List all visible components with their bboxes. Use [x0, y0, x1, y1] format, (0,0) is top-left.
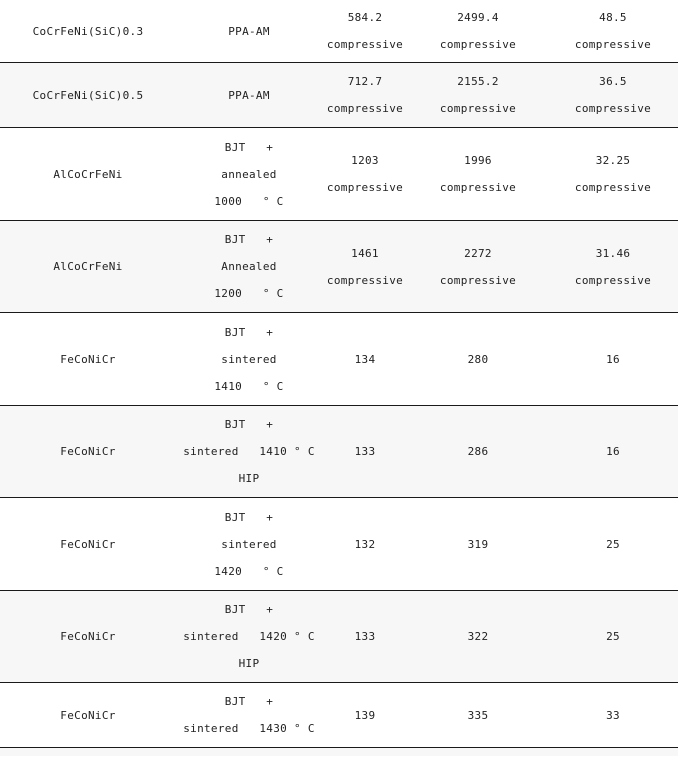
process-cell	[176, 688, 322, 742]
value-number: 280	[467, 352, 489, 366]
value-number: 25	[606, 630, 620, 643]
value-cell-col5	[548, 623, 678, 650]
value-number: 2499.4	[457, 11, 499, 24]
value-number: 33	[606, 708, 620, 722]
process-cell	[176, 134, 322, 215]
table-row	[0, 591, 678, 683]
value-cell-col5	[548, 438, 678, 465]
process-text: 1200 ° C	[214, 287, 284, 300]
process-text: BJT +	[224, 233, 274, 246]
value-number: 335	[467, 708, 489, 722]
process-cell	[176, 18, 322, 45]
alloy-cell	[0, 438, 176, 465]
value-cell-col5	[548, 147, 678, 201]
value-cell-col3	[322, 147, 408, 201]
value-number: 712.7	[347, 75, 383, 88]
value-number: 32.25	[595, 154, 631, 167]
value-number: 286	[467, 445, 489, 458]
value-cell-col4	[408, 438, 548, 465]
value-number: 1461	[351, 246, 379, 260]
process-cell	[176, 319, 322, 400]
value-number: 31.46	[595, 246, 631, 260]
process-text: BJT +	[224, 325, 274, 339]
process-text: Annealed	[221, 260, 277, 273]
value-number: 2155.2	[457, 75, 499, 88]
value-mode: compressive	[439, 181, 517, 194]
process-text: sintered 1420 ° C	[183, 630, 315, 643]
value-cell-col4	[408, 147, 548, 201]
value-mode: compressive	[439, 273, 517, 287]
value-number: 1996	[464, 154, 492, 167]
table-row	[0, 683, 678, 748]
alloy-name: FeCoNiCr	[60, 630, 116, 643]
process-cell	[176, 411, 322, 492]
value-cell-col3	[322, 240, 408, 294]
value-number: 36.5	[599, 75, 627, 88]
process-text: BJT +	[224, 695, 274, 708]
value-cell-col5	[548, 531, 678, 558]
value-number: 133	[354, 630, 376, 643]
value-number: 319	[467, 537, 489, 551]
value-cell-col4	[408, 4, 548, 58]
process-text: BJT +	[224, 418, 274, 431]
value-number: 48.5	[599, 11, 627, 24]
value-mode: compressive	[326, 181, 404, 194]
table-row	[0, 128, 678, 221]
value-mode: compressive	[439, 38, 517, 51]
process-text: sintered	[221, 352, 277, 366]
value-number: 139	[354, 708, 376, 722]
value-number: 16	[606, 445, 620, 458]
value-mode: compressive	[326, 102, 404, 115]
alloy-name: AlCoCrFeNi	[53, 167, 123, 181]
value-cell-col3	[322, 68, 408, 122]
value-cell-col3	[322, 438, 408, 465]
table-row	[0, 313, 678, 406]
process-text: 1000 ° C	[214, 194, 284, 208]
process-cell	[176, 82, 322, 109]
process-text: annealed	[221, 167, 277, 181]
table-row	[0, 406, 678, 498]
value-number: 1203	[351, 154, 379, 167]
alloy-cell	[0, 531, 176, 558]
alloy-cell	[0, 346, 176, 373]
value-number: 16	[606, 352, 620, 366]
process-text: sintered	[221, 537, 277, 551]
value-mode: compressive	[326, 273, 404, 287]
value-cell-col4	[408, 346, 548, 373]
process-text: PPA-AM	[228, 24, 270, 38]
process-text: BJT +	[224, 510, 274, 524]
value-cell-col4	[408, 68, 548, 122]
value-number: 133	[354, 445, 376, 458]
value-number: 2272	[464, 246, 492, 260]
value-cell-col3	[322, 702, 408, 729]
alloy-name: FeCoNiCr	[60, 445, 116, 458]
table-row	[0, 498, 678, 591]
value-cell-col4	[408, 623, 548, 650]
process-text: HIP	[238, 472, 260, 485]
process-text: sintered 1430 ° C	[183, 722, 315, 735]
alloy-name: FeCoNiCr	[60, 537, 116, 551]
value-cell-col3	[322, 531, 408, 558]
process-text: 1410 ° C	[214, 379, 284, 393]
value-mode: compressive	[574, 273, 652, 287]
alloy-cell	[0, 702, 176, 729]
alloy-name: FeCoNiCr	[60, 352, 116, 366]
value-mode: compressive	[326, 38, 404, 51]
process-text: BJT +	[224, 140, 274, 154]
process-cell	[176, 226, 322, 307]
alloy-name: FeCoNiCr	[60, 708, 116, 722]
value-number: 25	[606, 537, 620, 551]
alloy-cell	[0, 18, 176, 45]
value-cell-col5	[548, 346, 678, 373]
process-cell	[176, 596, 322, 677]
value-mode: compressive	[439, 102, 517, 115]
value-number: 322	[467, 630, 489, 643]
value-cell-col5	[548, 68, 678, 122]
alloy-name: CoCrFeNi(SiC)0.3	[32, 24, 144, 38]
alloy-name: CoCrFeNi(SiC)0.5	[32, 88, 144, 102]
alloy-cell	[0, 82, 176, 109]
value-mode: compressive	[574, 102, 652, 115]
alloy-cell	[0, 161, 176, 188]
value-mode: compressive	[574, 181, 652, 194]
process-text: sintered 1410 ° C	[183, 445, 315, 458]
value-cell-col5	[548, 240, 678, 294]
value-cell-col5	[548, 4, 678, 58]
process-text: BJT +	[224, 603, 274, 616]
process-text: PPA-AM	[228, 88, 270, 102]
value-cell-col4	[408, 240, 548, 294]
table-bottom-edge	[0, 748, 678, 756]
value-cell-col4	[408, 702, 548, 729]
process-cell	[176, 504, 322, 585]
table-row	[0, 0, 678, 63]
value-cell-col3	[322, 4, 408, 58]
alloy-name: AlCoCrFeNi	[53, 260, 123, 273]
alloy-cell	[0, 253, 176, 280]
value-cell-col3	[322, 346, 408, 373]
value-number: 584.2	[347, 11, 383, 24]
table-row	[0, 63, 678, 128]
value-cell-col3	[322, 623, 408, 650]
value-mode: compressive	[574, 38, 652, 51]
table-row	[0, 221, 678, 313]
process-text: HIP	[238, 657, 260, 670]
value-cell-col5	[548, 702, 678, 729]
value-number: 134	[354, 352, 376, 366]
alloy-cell	[0, 623, 176, 650]
value-number: 132	[354, 537, 376, 551]
process-text: 1420 ° C	[214, 564, 284, 578]
value-cell-col4	[408, 531, 548, 558]
